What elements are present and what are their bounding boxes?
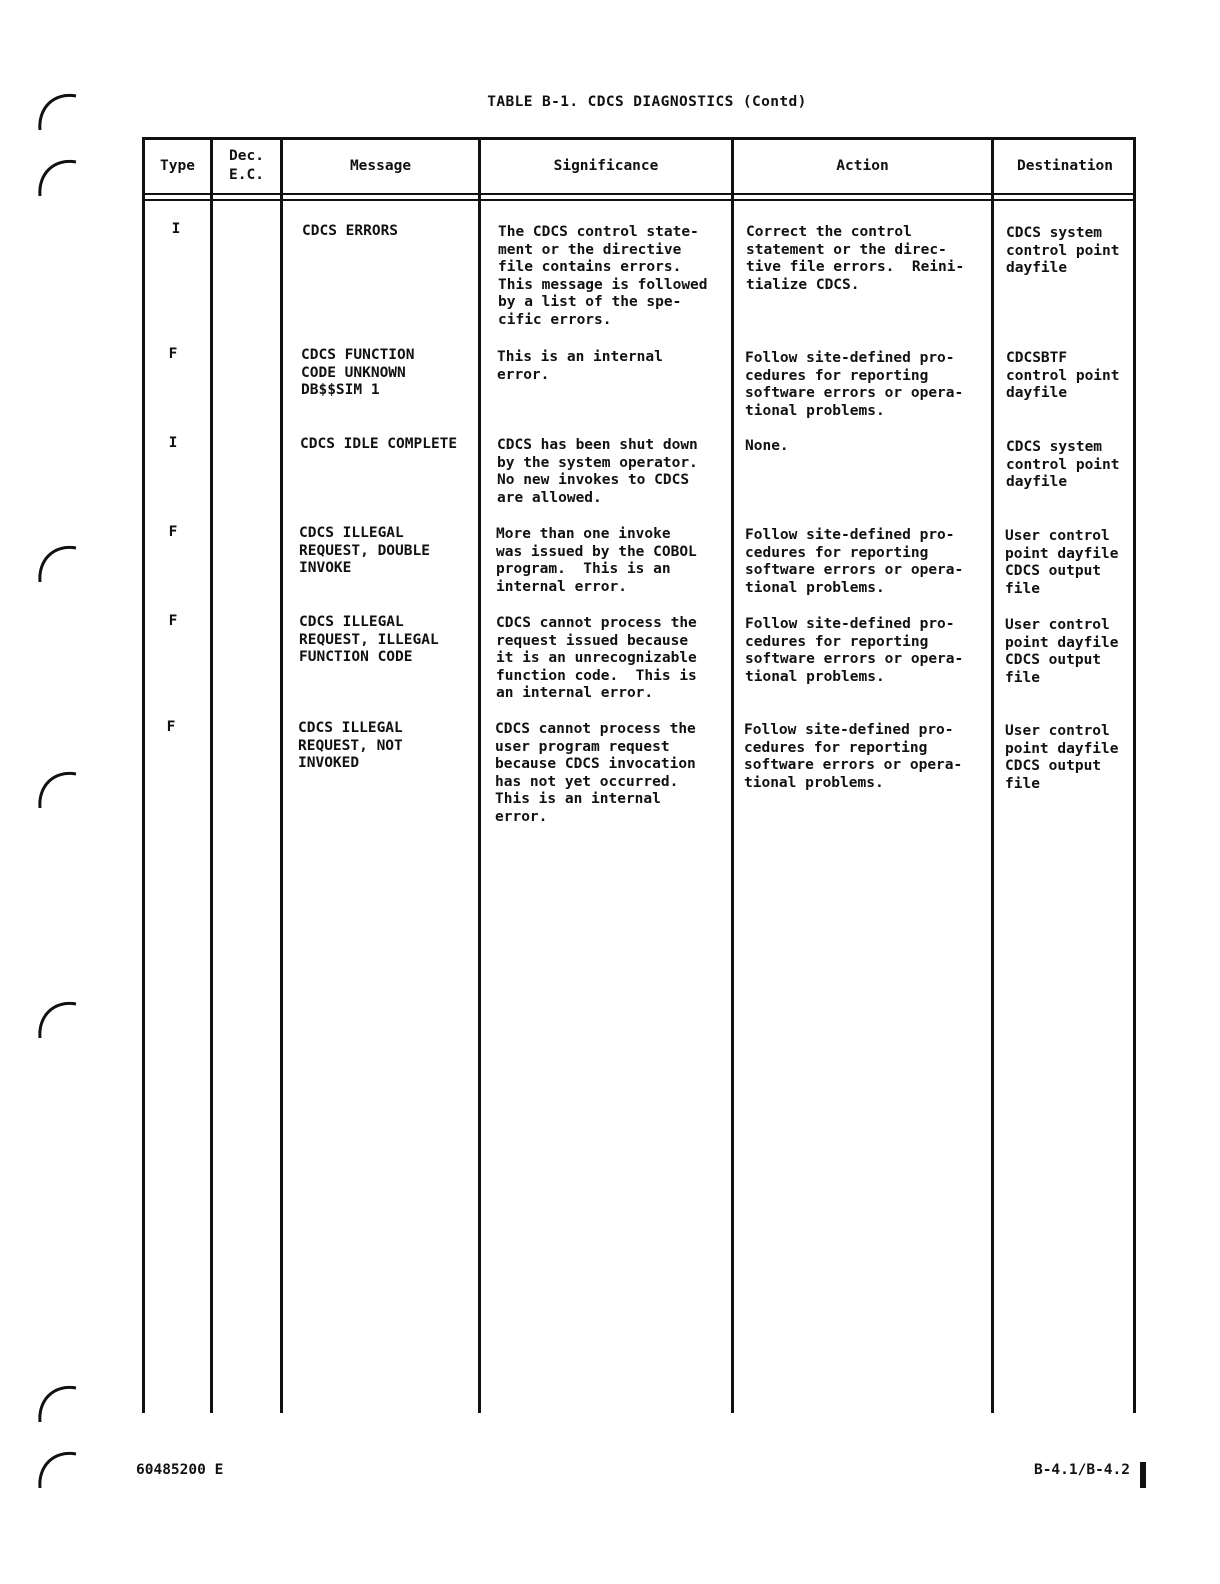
row-significance: CDCS cannot process the user program request because CDCS invocation has not yet occurred. This is an internal error. xyxy=(495,721,696,825)
header-dec-ec xyxy=(213,137,280,195)
row-action: Follow site-defined pro- cedures for reporting software errors or opera- tional problems. xyxy=(744,722,963,791)
row-significance: CDCS has been shut down by the system operator. No new invokes to CDCS are allowed. xyxy=(497,437,698,506)
row-type: F xyxy=(168,346,178,362)
header-divider xyxy=(142,199,1136,201)
row-message: CDCS FUNCTION CODE UNKNOWN DB$$SIM 1 xyxy=(301,347,415,398)
row-message: CDCS ERRORS xyxy=(302,223,399,239)
column-divider xyxy=(991,137,994,1413)
row-significance: More than one invoke was issued by the COBOL program. This is an internal error. xyxy=(496,526,697,595)
row-message: CDCS ILLEGAL REQUEST, NOT INVOKED xyxy=(298,720,403,771)
row-message: CDCS IDLE COMPLETE xyxy=(300,436,458,452)
change-bar xyxy=(1140,1462,1146,1488)
row-type: I xyxy=(171,221,181,237)
row-destination: User control point dayfile CDCS output file xyxy=(1005,723,1119,792)
document-number: 60485200 E xyxy=(136,1462,224,1478)
header-message: Message xyxy=(349,157,412,174)
page-number: B-4.1/B-4.2 xyxy=(1033,1462,1130,1478)
header-significance: Significance xyxy=(553,157,659,174)
row-message: CDCS ILLEGAL REQUEST, ILLEGAL FUNCTION CODE xyxy=(299,614,439,665)
row-action: Follow site-defined pro- cedures for reporting software errors or opera- tional problems. xyxy=(745,350,964,419)
diagnostics-table xyxy=(142,137,1140,1413)
binder-hole-mark xyxy=(34,1444,82,1494)
header-type: Type xyxy=(160,157,195,174)
column-divider xyxy=(731,137,734,1413)
row-destination: CDCS system control point dayfile xyxy=(1006,225,1120,276)
binder-hole-mark xyxy=(34,994,82,1044)
page-title: TABLE B-1. CDCS DIAGNOSTICS (Contd) xyxy=(487,94,807,110)
row-destination: User control point dayfile CDCS output file xyxy=(1005,617,1119,686)
header-destination: Destination xyxy=(1016,157,1114,174)
header-dec-ec-line1: Dec. xyxy=(229,148,264,164)
column-divider xyxy=(210,137,213,1413)
row-message: CDCS ILLEGAL REQUEST, DOUBLE INVOKE xyxy=(299,525,430,576)
row-significance: The CDCS control state- ment or the directive file contains errors. This message is followed by a list of the spe- cific errors. xyxy=(498,224,708,328)
row-destination: User control point dayfile CDCS output file xyxy=(1005,528,1119,597)
binder-hole-mark xyxy=(34,1378,82,1428)
header-action: Action xyxy=(836,157,889,174)
row-significance: This is an internal error. xyxy=(497,349,663,383)
row-destination: CDCSBTF control point dayfile xyxy=(1006,350,1120,401)
binder-hole-mark xyxy=(34,764,82,814)
row-type: F xyxy=(168,524,178,540)
row-type: F xyxy=(166,719,176,735)
row-action: Follow site-defined pro- cedures for reporting software errors or opera- tional problems. xyxy=(745,616,964,685)
binder-hole-mark xyxy=(34,152,82,202)
row-action: None. xyxy=(745,438,789,454)
row-significance: CDCS cannot process the request issued because it is an unrecognizable function code. This is an internal error. xyxy=(496,615,697,701)
row-action: Follow site-defined pro- cedures for reporting software errors or opera- tional problems. xyxy=(745,527,964,596)
binder-hole-marks xyxy=(34,0,84,1584)
header-dec-ec-line2: E.C. xyxy=(229,167,264,183)
column-divider xyxy=(478,137,481,1413)
binder-hole-mark xyxy=(34,538,82,588)
row-type: I xyxy=(168,435,178,451)
row-action: Correct the control statement or the direc- tive file errors. Reini- tialize CDCS. xyxy=(746,224,965,293)
row-type: F xyxy=(168,613,178,629)
row-destination: CDCS system control point dayfile xyxy=(1006,439,1120,490)
column-divider xyxy=(280,137,283,1413)
